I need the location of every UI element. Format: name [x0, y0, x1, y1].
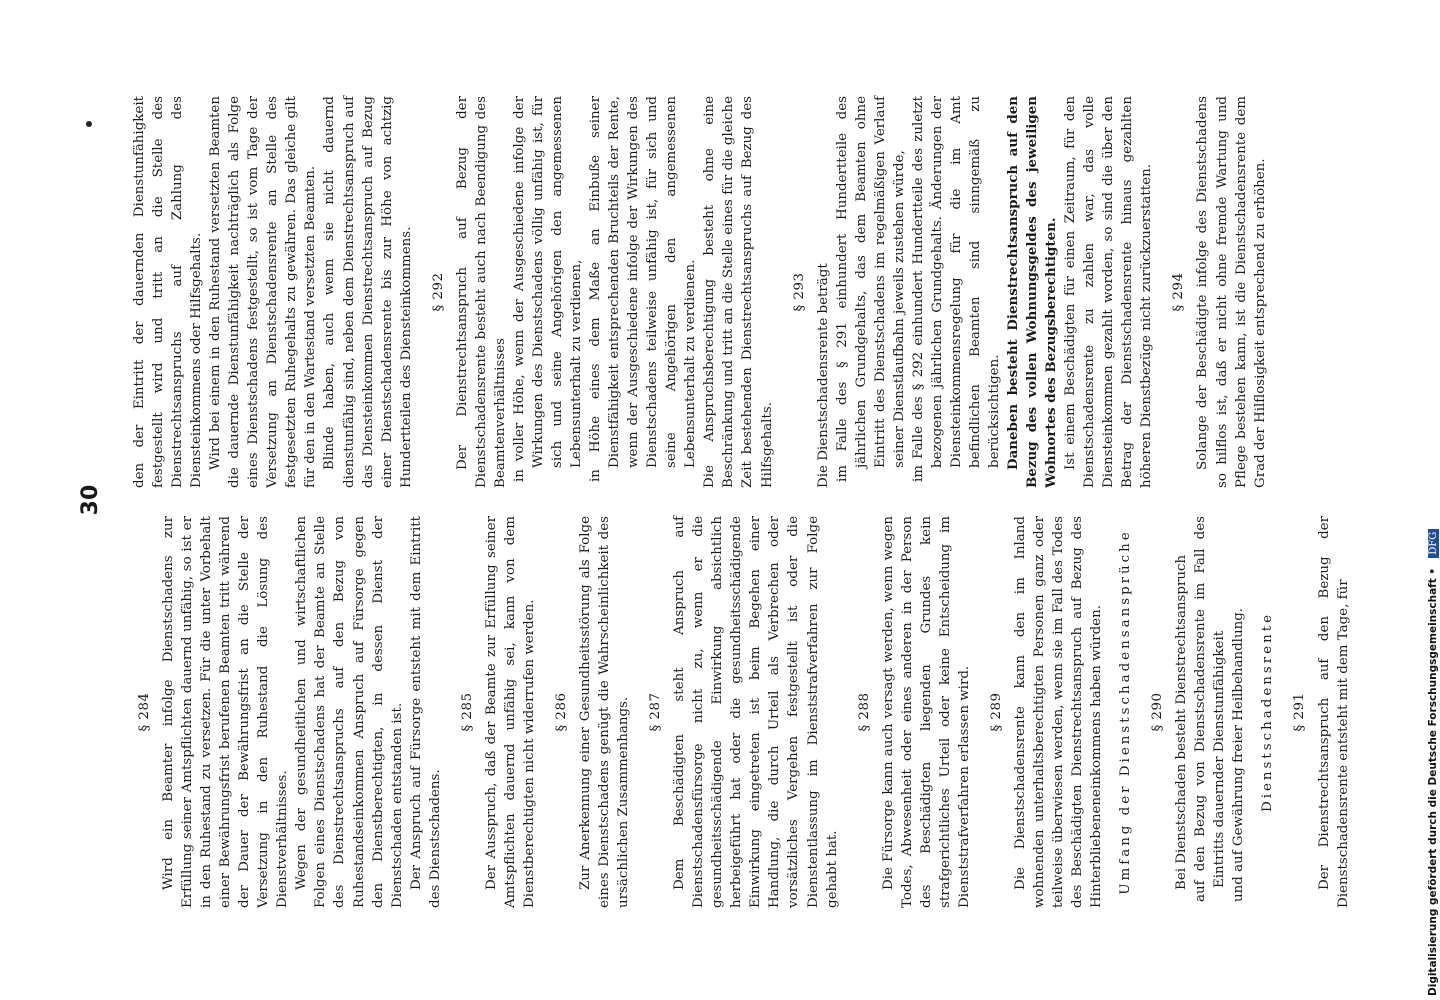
section-288-paragraph: Die Fürsorge kann auch versagt werden, wenn wegen Todes, Abwesenheit oder eines anderen in der Person des Beschädigten liegenden Grundes kein strafgerichtliches Urteil oder keine Entscheidung im Dienststrafverfahren erlassen wird. [880, 516, 972, 908]
section-291-heading: § 291 [1292, 692, 1308, 732]
page-number: 30 [78, 484, 103, 516]
section-287-heading: § 287 [648, 692, 664, 732]
section-292-item-1: in voller Höhe, wenn der Ausgeschiedene infolge der Wirkungen des Dienstschadens völlig unfähig ist, für sich und seine Angehörigen den angemessenen Lebensunterhalt zu verdienen, [511, 96, 585, 482]
section-286-paragraph: Zur Anerkennung einer Gesundheitsstörung als Folge eines Dienstschadens genügt die Wahrscheinlichkeit des ursächlichen Zusammenhangs. [577, 516, 632, 908]
section-286-heading: § 286 [553, 692, 569, 732]
section-287-paragraph: Dem Beschädigten steht Anspruch auf Dienstschadensfürsorge nicht zu, wenn er die gesundheitsschädigende Einwirkung absichtlich herbeigeführt hat oder die gesundheitsschädigende Einwirkung eingetreten ist beim Begehen einer Handlung, die durch Urteil als Verbrechen oder vorsätzliches Vergehen festgestellt ist oder die Dienstentlassung im Dienststrafverfahren zur Folge gehabt hat. [672, 516, 840, 908]
section-293-item-2: im Falle des § 292 einhundert Hundertteile des zuletzt bezogenen jährlichen Grundgehalts. Änderungen der Diensteinkommensregelung für die im Amt befindlichen Beamten sind sinngemäß zu berücksichtigen. [910, 96, 1003, 482]
digitization-footer [1421, 529, 1440, 996]
section-290-heading: § 290 [1150, 692, 1166, 732]
dfg-logo: DFG [1428, 529, 1439, 558]
section-284-paragraph-3: Der Anspruch auf Fürsorge entsteht mit dem Eintritt des Dienstschadens. [408, 516, 443, 908]
continued-paragraph-2: Wird bei einem in den Ruhestand versetzten Beamten die dauernde Dienstunfähigkeit nachträglich als Folge eines Dienstschadens festgestellt, so ist vom Tage der Versetzung an Dienstschadensrente an Stelle des festgesetzten Ruhegehalts zu gewähren. Das gleiche gilt für den in den Wartestand versetzten Beamten. [208, 96, 319, 488]
section-290-intro: Bei Dienstschaden besteht Dienstrechtsanspruch [1174, 554, 1190, 890]
section-293-paragraph-2: Daneben besteht Dienstrechtsanspruch auf den Bezug des vollen Wohnungsgeldes des jeweiligen Wohnortes des Bezugsberechtigten. [1005, 96, 1060, 488]
section-285-heading: § 285 [459, 692, 475, 732]
continued-paragraph-3: Blinde haben, auch wenn sie nicht dauernd dienstunfähig sind, neben dem Dienstrechtsanspruch auf das Diensteinkommen Dienstrechtsanspruch auf Bezug einer Dienstschadensrente bis zur Höhe von achtzig Hundertteilen des Diensteinkommens. [322, 96, 414, 488]
section-289-heading: § 289 [988, 692, 1004, 732]
left-column [122, 516, 1353, 908]
right-column [130, 96, 1270, 488]
section-289-paragraph: Die Dienstschadensrente kann den im Inland wohnenden unterhaltsberechtigten Personen ganz oder teilweise überwiesen werden, wenn sie im Fall des Todes des Beschädigten Dienstrechtsanspruch auf Bezug des Hinterbliebeneneinkommens haben würden. [1012, 516, 1105, 908]
section-290-item-1: auf den Bezug von Dienstschadensrente im Fall des Eintritts dauernder Dienstunfähigkeit [1193, 516, 1228, 902]
section-292-item-2: in Höhe eines dem Maße an Einbuße seiner Dienstfähigkeit entsprechenden Bruchteils der Rente, wenn der Ausgeschiedene infolge der Wirkungen des Dienstschadens teilweise unfähig ist, für sich und seine Angehörigen den angemessenen Lebensunterhalt zu verdienen. [588, 96, 699, 482]
heading-umfang: Umfang der Dienstschadensansprüche [1118, 529, 1134, 895]
heading-dienstschadensrente: Dienstschadensrente [1260, 611, 1276, 813]
section-288-heading: § 288 [856, 692, 872, 732]
section-293-paragraph-3: Ist einem Beschädigten für einen Zeitraum, für den Dienstschadensrente zu zahlen war, das volle Diensteinkommen gezahlt worden, so sind die über den Betrag der Dienstschadensrente hinaus gezahlten höheren Dienstbezüge nicht zurückzuerstatten. [1063, 96, 1155, 488]
section-292-heading: § 292 [430, 272, 446, 312]
section-294-heading: § 294 [1171, 272, 1187, 312]
section-291-paragraph: Der Dienstrechtsanspruch auf den Bezug der Dienstschadensrente entsteht mit dem Tage, für [1316, 516, 1351, 908]
ink-dot [86, 121, 92, 127]
section-294-paragraph: Solange der Beschädigte infolge des Dienstschadens so hilflos ist, daß er nicht ohne fremde Wartung und Pflege bestehen kann, ist die Dienstschadensrente dem Grad der Hilflosigkeit entsprechend zu erhöhen. [1195, 96, 1268, 488]
section-293-heading: § 293 [791, 272, 807, 312]
section-292-paragraph-1: Der Dienstrechtsanspruch auf Bezug der Dienstschadensrente besteht auch nach Beendigung des Beamtenverhältnisses [454, 96, 508, 488]
section-285-paragraph: Der Ausspruch, daß der Beamte zur Erfüllung seiner Amtspflichten dauernd unfähig sei, kann von dem Dienstberechtigten nicht widerrufen werden. [483, 516, 537, 908]
continued-paragraph-1: den der Eintritt der dauernden Dienstunfähigkeit festgestellt wird und tritt an die Stelle des Dienstrechtsanspruchs auf Zahlung des Diensteinkommens oder Hilfsgehalts. [132, 96, 205, 488]
section-292-paragraph-2: Die Anspruchsberechtigung besteht ohne eine Beschränkung und tritt an die Stelle eines für die gleiche Zeit bestehenden Dienstrechtsanspruchs auf Bezug des Hilfsgehalts. [702, 96, 775, 488]
section-293-intro: Die Dienstschadensrente beträgt [815, 263, 831, 488]
footer-text: Digitalisierung gefördert durch die Deutsche Forschungsgemeinschaft • [1427, 567, 1439, 996]
section-293-item-1: im Falle des § 291 einhundert Hundertteile des jährlichen Grundgehalts, das dem Beamten ohne Eintritt des Dienstschadens im regelmäßigen Verlauf seiner Dienstlaufbahn jeweils zustehen würde, [834, 96, 907, 482]
section-284-heading: § 284 [137, 692, 152, 732]
section-284-paragraph-1: Wird ein Beamter infolge Dienstschadens zur Erfüllung seiner Amtspflichten dauernd unfähig, so ist er in den Ruhestand zu versetzen. Für die unter Vorbehalt einer Bewährungsfrist berufenen Beamten tritt während der Dauer der Bewährungsfrist an die Stelle der Versetzung in den Ruhestand die Lösung des Dienstverhältnisses. [161, 516, 291, 908]
section-284-paragraph-2: Wegen der gesundheitlichen und wirtschaftlichen Folgen eines Dienstschadens hat der Beamte an Stelle des Dienstrechtsanspruchs auf den Bezug von Ruhestandseinkommen Anspruch auf Fürsorge gegen den Dienstberechtigten, in dessen Dienst der Dienstschaden entstanden ist. [294, 516, 405, 908]
section-290-item-2: und auf Gewährung freier Heilbehandlung. [1231, 607, 1247, 902]
